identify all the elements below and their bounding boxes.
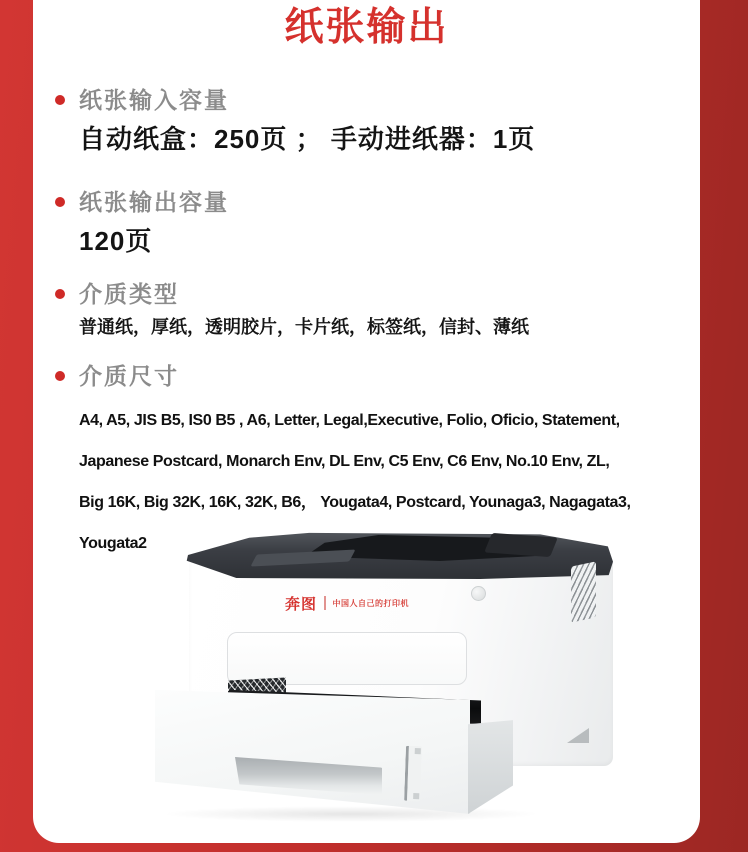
printer-product-image xyxy=(155,528,620,828)
spec-section-media-type xyxy=(55,280,682,340)
media-size-line: A4, A5, JIS B5, IS0 B5 , A6, Letter, Legal,Executive, Folio, Oficio, Statement, xyxy=(79,412,620,429)
bullet-icon xyxy=(55,289,65,299)
printer-paper-tray-side xyxy=(468,712,513,814)
bullet-icon xyxy=(55,197,65,207)
printer-brand-text: 奔图 xyxy=(285,595,318,613)
bullet-icon xyxy=(55,371,65,381)
spec-section-paper-output xyxy=(55,188,682,258)
spec-label: 纸张输入容量 xyxy=(79,87,229,113)
printer-paper-level-indicator xyxy=(404,746,422,802)
content-card xyxy=(33,0,700,843)
spec-value: 普通纸，厚纸，透明胶片，卡片纸，标签纸，信封、薄纸 xyxy=(79,317,529,337)
spec-heading xyxy=(55,362,682,390)
spec-value: 自动纸盒：250页 ； 手动进纸器：1页 xyxy=(79,124,536,154)
printer-front-cover xyxy=(227,632,467,685)
printer-slogan-text: 中国人自己的打印机 xyxy=(332,598,410,608)
media-size-line: Big 16K, Big 32K, 16K, 32K, B6， Yougata4, Postcard, Younaga3, Nagagata3, xyxy=(79,494,631,511)
spec-label: 介质尺寸 xyxy=(79,363,179,389)
spec-heading xyxy=(55,280,682,308)
bullet-icon xyxy=(55,95,65,105)
printer-logo xyxy=(285,594,409,612)
printer-vent-grille xyxy=(571,561,596,622)
spec-label: 介质类型 xyxy=(79,281,179,307)
media-size-line: Japanese Postcard, Monarch Env, DL Env, C5 Env, C6 Env, No.10 Env, ZL, xyxy=(79,453,610,470)
spec-heading xyxy=(55,188,682,216)
printer-shadow xyxy=(161,806,541,822)
spec-list xyxy=(55,86,682,564)
media-size-line: Yougata2 xyxy=(79,535,147,552)
spec-label: 纸张输出容量 xyxy=(79,189,229,215)
spec-value: 120页 xyxy=(79,226,153,256)
spec-heading xyxy=(55,86,682,114)
page-title: 纸张输出 xyxy=(284,6,449,49)
printer-power-button-icon xyxy=(471,586,486,601)
logo-divider xyxy=(324,596,326,610)
printer-paper-tray xyxy=(155,690,470,814)
spec-section-paper-input xyxy=(55,86,682,156)
printer-foot-shadow xyxy=(567,728,589,743)
